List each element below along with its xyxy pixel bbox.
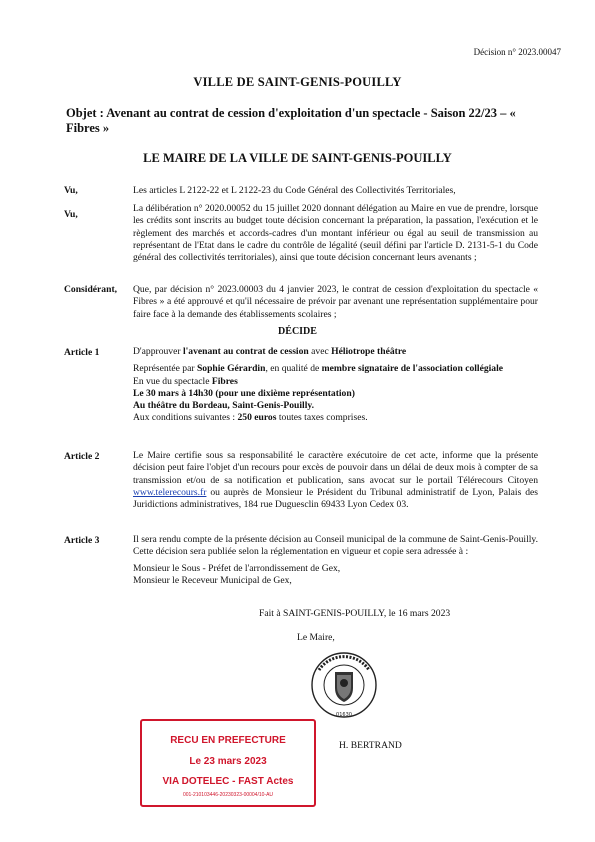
- article1-conditions: Aux conditions suivantes : 250 euros toutes taxes comprises.: [133, 412, 368, 424]
- objet-heading: Objet : Avenant au contrat de cession d'exploitation d'un spectacle - Saison 22/23 – « Fibres »: [66, 106, 516, 135]
- article1-label: Article 1: [64, 347, 100, 358]
- maire-heading: LE MAIRE DE LA VILLE DE SAINT-GENIS-POUILLY: [143, 151, 452, 165]
- article1-date: Le 30 mars à 14h30 (pour une dixième représentation): [133, 387, 355, 399]
- vu1-label: Vu,: [64, 185, 78, 196]
- prefecture-receipt-stamp: [140, 719, 316, 807]
- town-seal: [309, 650, 379, 720]
- vu2-label: Vu,: [64, 209, 78, 220]
- article1-body: [133, 346, 538, 425]
- considerant-label: Considérant,: [64, 284, 118, 295]
- telerecours-link[interactable]: www.telerecours.fr: [133, 486, 207, 498]
- decision-reference: Décision n° 2023.00047: [473, 47, 561, 57]
- recipient-subprefect: Monsieur le Sous - Préfet de l'arrondissement de Gex,: [133, 562, 341, 574]
- article1-approval: D'approuver l'avenant au contrat de cession avec Héliotrope théâtre: [133, 346, 407, 357]
- article2-label: Article 2: [64, 451, 100, 462]
- article3-text: Il sera rendu compte de la présente décision au Conseil municipal de la commune de Saint-Genis-Pouilly. Cette décision sera publiée selon la réglementation en vigueur et copie sera adressée à : Monsieur le Sous - Préfet de l'arrondissement de Gex, Monsieur le Receveur Municipal de Gex,: [133, 534, 538, 586]
- decide-heading: DÉCIDE: [278, 326, 317, 337]
- maire-signature-label: Le Maire,: [297, 632, 335, 643]
- vu2-text: La délibération n° 2020.00052 du 15 juillet 2020 donnant délégation au Maire en vue de prendre, lorsque les crédits sont inscrits au budget toute décision concernant la préparation, la passation, l'exécution et le règlement des marchés et accords-cadres d'un montant inférieur ou égal au seuil de transmission au représentant de l'Etat dans le cadre du contrôle de légalité (seuil défini par l'article D. 2131-5-1 du Code général des collectivités territoriales), ainsi que toute décision concernant leurs avenants ;: [133, 203, 538, 264]
- signatory-name: H. BERTRAND: [339, 740, 402, 751]
- fait-line: Fait à SAINT-GENIS-POUILLY, le 16 mars 2023: [259, 608, 451, 619]
- svg-text:01630: 01630: [336, 712, 352, 718]
- city-title: VILLE DE SAINT-GENIS-POUILLY: [193, 75, 402, 89]
- considerant-text: Que, par décision n° 2023.00003 du 4 janvier 2023, le contrat de cession d'exploitation du spectacle « Fibres » a été approuvé et qu'il nécessaire de prévoir par avenant une représentation supplémentaire pour faire face à la demande des établissements scolaires ;: [133, 284, 538, 320]
- article1-venue: Au théâtre du Bordeau, Saint-Genis-Pouilly.: [133, 400, 315, 412]
- article2-text: Le Maire certifie sous sa responsabilité le caractère exécutoire de cet acte, informe que la présente décision peut faire l'objet d'un recours pour excès de pouvoir dans un délai de deux mois à compter de sa transmission et/ou de sa notification et publication, sans avocat sur le portail Télérecours Citoyen www.telerecours.fr ou auprès de Monsieur le Président du Tribunal administratif de Lyon, Palais des Juridictions administratives, 184 rue Duguesclin 69433 Lyon Cedex 03.: [133, 450, 538, 511]
- stamp-date: Le 23 mars 2023: [189, 756, 267, 767]
- article1-representative: Représentée par Sophie Gérardin, en qualité de membre signataire de l'association collégiale: [133, 363, 504, 375]
- vu1-text: Les articles L 2122-22 et L 2122-23 du Code Général des Collectivités Territoriales,: [133, 185, 456, 196]
- article1-show: En vue du spectacle Fibres: [133, 375, 238, 387]
- stamp-channel: VIA DOTELEC - FAST Actes: [162, 776, 294, 787]
- article3-label: Article 3: [64, 535, 100, 546]
- recipient-treasurer: Monsieur le Receveur Municipal de Gex,: [133, 574, 292, 586]
- stamp-reference: 001-210103446-20230323-00004/10-AU: [182, 792, 274, 798]
- stamp-received: RECU EN PREFECTURE: [170, 735, 286, 746]
